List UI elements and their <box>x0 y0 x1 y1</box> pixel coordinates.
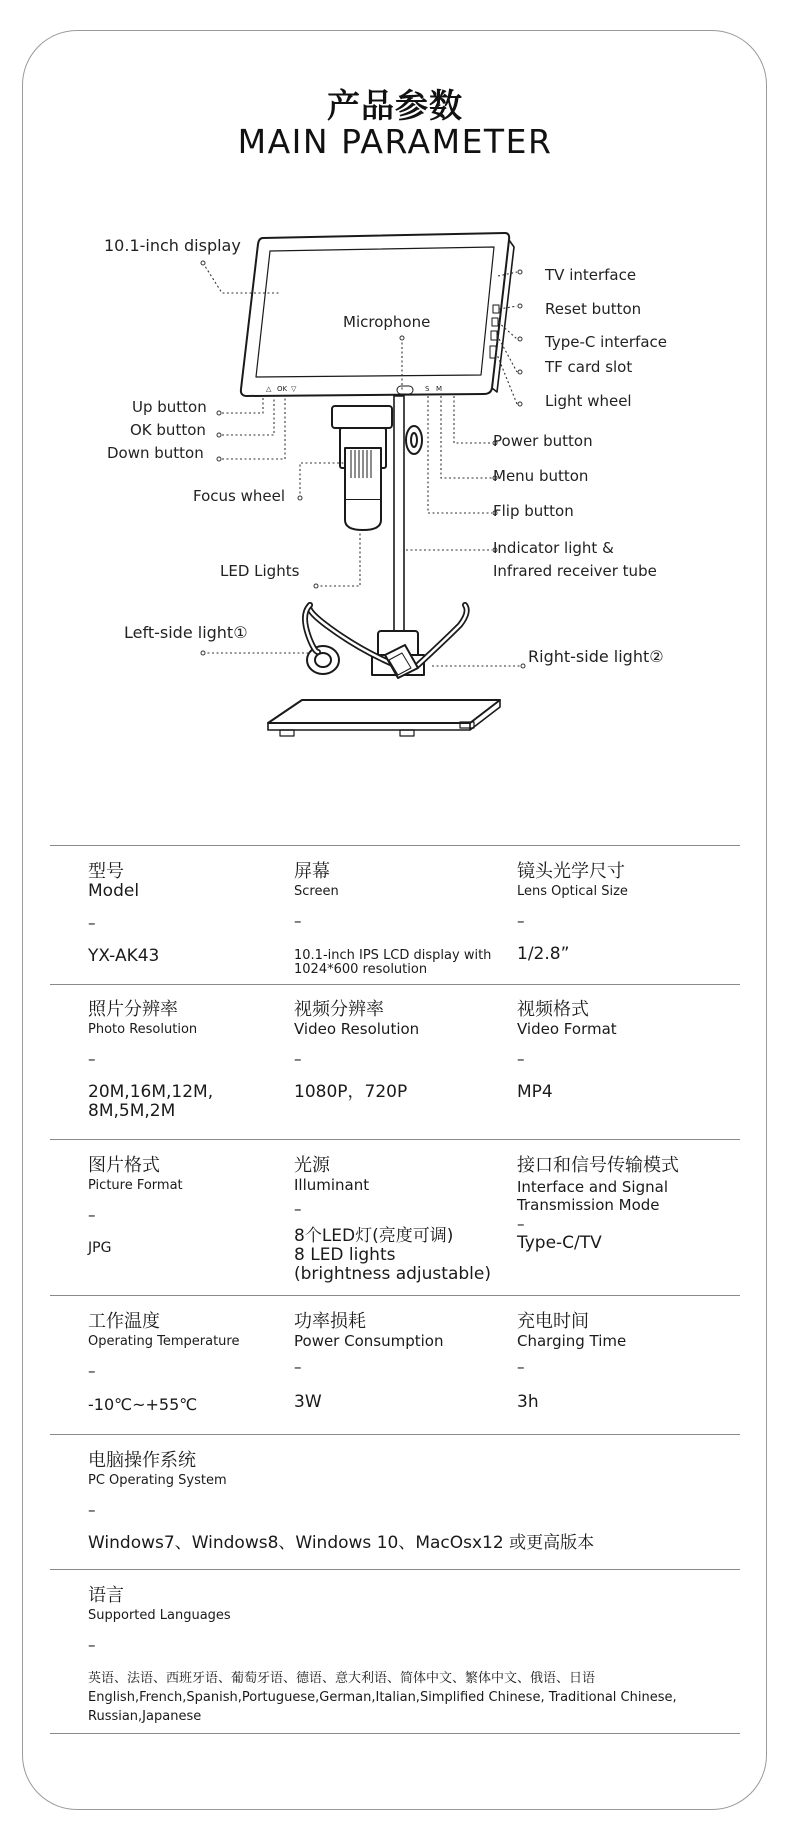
spec-label-en: Video Resolution <box>294 1020 420 1038</box>
spec-value-line2: 1024*600 resolution <box>294 962 428 977</box>
spec-dash: – <box>88 1362 96 1380</box>
spec-dash: – <box>517 912 525 930</box>
spec-label-en: Model <box>88 881 140 901</box>
spec-label-cn: 型号 <box>88 861 124 882</box>
screen-btn-ok: OK <box>277 385 288 393</box>
spec-label-cn: 视频格式 <box>517 999 589 1020</box>
spec-supported-languages <box>88 1586 677 1726</box>
spec-power-consumption <box>294 1312 443 1412</box>
spec-label-en: Picture Format <box>88 1178 183 1193</box>
spec-label-en: Operating Temperature <box>88 1334 240 1349</box>
spec-label-cn: 镜头光学尺寸 <box>517 861 625 882</box>
spec-value-line1: 10.1-inch IPS LCD display with <box>294 948 492 963</box>
spec-value: 1/2.8” <box>517 944 570 964</box>
spec-label-en: Video Format <box>517 1020 617 1038</box>
label-down-button: Down button <box>107 444 204 462</box>
spec-label-cn: 功率损耗 <box>294 1311 366 1332</box>
spec-value: YX-AK43 <box>88 946 160 966</box>
spec-dash: – <box>294 912 302 930</box>
spec-value-en-line1: English,French,Spanish,Portuguese,German,Italian,Simplified Chinese, Traditional Chinese, <box>88 1690 677 1705</box>
spec-operating-temperature <box>88 1312 239 1414</box>
label-flip-button: Flip button <box>493 502 574 520</box>
spec-dash: – <box>294 1200 302 1218</box>
spec-value: Windows7、Windows8、Windows 10、MacOsx12 或更高版本 <box>88 1533 595 1553</box>
spec-model <box>88 862 159 966</box>
label-power-button: Power button <box>493 432 593 450</box>
label-reset-button: Reset button <box>545 300 642 318</box>
spec-value: 3h <box>517 1392 539 1412</box>
spec-label-cn: 屏幕 <box>294 861 330 882</box>
label-infrared-receiver: Infrared receiver tube <box>493 562 657 580</box>
spec-dash: – <box>88 1206 96 1224</box>
label-tf-card-slot: TF card slot <box>545 358 633 376</box>
title-chinese: 产品参数 <box>327 86 463 125</box>
title-english: MAIN PARAMETER <box>237 122 553 161</box>
label-up-button: Up button <box>132 398 207 416</box>
spec-label-en: Photo Resolution <box>88 1022 198 1037</box>
spec-interface <box>517 1156 679 1253</box>
spec-value-line3: (brightness adjustable) <box>294 1264 491 1284</box>
spec-value-line1: 20M,16M,12M, <box>88 1082 214 1102</box>
label-tv-interface: TV interface <box>545 266 637 284</box>
spec-video-resolution <box>294 1000 419 1102</box>
spec-label-en-line1: Interface and Signal <box>517 1178 668 1196</box>
spec-label-cn: 充电时间 <box>517 1311 589 1332</box>
spec-value: 1080P，720P <box>294 1082 408 1102</box>
spec-label-en: Charging Time <box>517 1332 627 1350</box>
microscope-illustration <box>241 233 514 736</box>
label-menu-button: Menu button <box>493 467 589 485</box>
spec-charging-time <box>517 1312 626 1412</box>
spec-label-cn: 接口和信号传输模式 <box>517 1155 679 1176</box>
table-rule-2 <box>50 1139 740 1140</box>
screen-btn-up: △ <box>266 385 272 393</box>
label-led-lights: LED Lights <box>220 562 300 580</box>
spec-video-format <box>517 1000 617 1102</box>
label-light-wheel: Light wheel <box>545 392 632 410</box>
table-rule-5 <box>50 1569 740 1570</box>
spec-screen <box>294 862 491 977</box>
label-microphone: Microphone <box>343 313 431 331</box>
spec-picture-format <box>88 1156 183 1258</box>
spec-label-en: Illuminant <box>294 1176 370 1194</box>
table-rule-6 <box>50 1733 740 1734</box>
spec-dash: – <box>88 1050 96 1068</box>
spec-illuminant <box>294 1156 491 1284</box>
spec-dash: – <box>88 1636 96 1654</box>
spec-pc-operating-system <box>88 1451 594 1553</box>
spec-dash: – <box>294 1050 302 1068</box>
spec-label-en: Screen <box>294 884 339 899</box>
spec-value: Type-C/TV <box>517 1233 602 1253</box>
spec-label-en: Supported Languages <box>88 1608 231 1623</box>
spec-dash: – <box>517 1215 525 1233</box>
spec-dash: – <box>294 1358 302 1376</box>
spec-value-line2: 8M,5M,2M <box>88 1101 176 1121</box>
spec-dash: – <box>517 1358 525 1376</box>
screen-btn-s: S <box>425 385 430 393</box>
spec-label-cn: 视频分辨率 <box>294 999 384 1020</box>
table-rule-1 <box>50 984 740 985</box>
table-rule-3 <box>50 1295 740 1296</box>
label-indicator-light: Indicator light & <box>493 539 614 557</box>
label-display: 10.1-inch display <box>104 236 241 255</box>
spec-label-en: Power Consumption <box>294 1332 444 1350</box>
label-left-side-light: Left-side light① <box>124 623 248 642</box>
spec-label-cn: 语言 <box>88 1585 124 1606</box>
spec-value: MP4 <box>517 1082 553 1102</box>
spec-label-en-line2: Transmission Mode <box>517 1196 660 1214</box>
label-typec-interface: Type-C interface <box>545 333 668 351</box>
spec-lens <box>517 862 628 964</box>
label-right-side-light: Right-side light② <box>528 647 664 666</box>
spec-value-en-line2: Russian,Japanese <box>88 1709 202 1724</box>
spec-dash: – <box>88 1501 96 1519</box>
product-diagram <box>0 220 790 740</box>
label-focus-wheel: Focus wheel <box>193 487 286 505</box>
spec-label-cn: 光源 <box>294 1155 330 1176</box>
spec-label-cn: 工作温度 <box>88 1311 160 1332</box>
spec-dash: – <box>517 1050 525 1068</box>
spec-value: JPG <box>88 1240 112 1256</box>
spec-value: 3W <box>294 1392 322 1412</box>
spec-value-line2: 8 LED lights <box>294 1245 396 1265</box>
screen-btn-down: ▽ <box>291 385 297 393</box>
spec-label-cn: 照片分辨率 <box>88 999 178 1020</box>
spec-value-cn: 英语、法语、西班牙语、葡萄牙语、德语、意大利语、简体中文、繁体中文、俄语、日语 <box>88 1671 596 1686</box>
spec-photo-resolution <box>88 1000 213 1121</box>
spec-dash: – <box>88 914 96 932</box>
spec-value: -10℃~+55℃ <box>88 1395 198 1414</box>
label-ok-button: OK button <box>130 421 206 439</box>
spec-value-line1: 8个LED灯(亮度可调) <box>294 1226 454 1246</box>
spec-label-cn: 图片格式 <box>88 1155 160 1176</box>
spec-label-en: Lens Optical Size <box>517 884 628 899</box>
screen-btn-m: M <box>436 385 443 393</box>
spec-label-en: PC Operating System <box>88 1473 227 1488</box>
table-rule-4 <box>50 1434 740 1435</box>
spec-label-cn: 电脑操作系统 <box>88 1450 196 1471</box>
table-rule-top <box>50 845 740 846</box>
